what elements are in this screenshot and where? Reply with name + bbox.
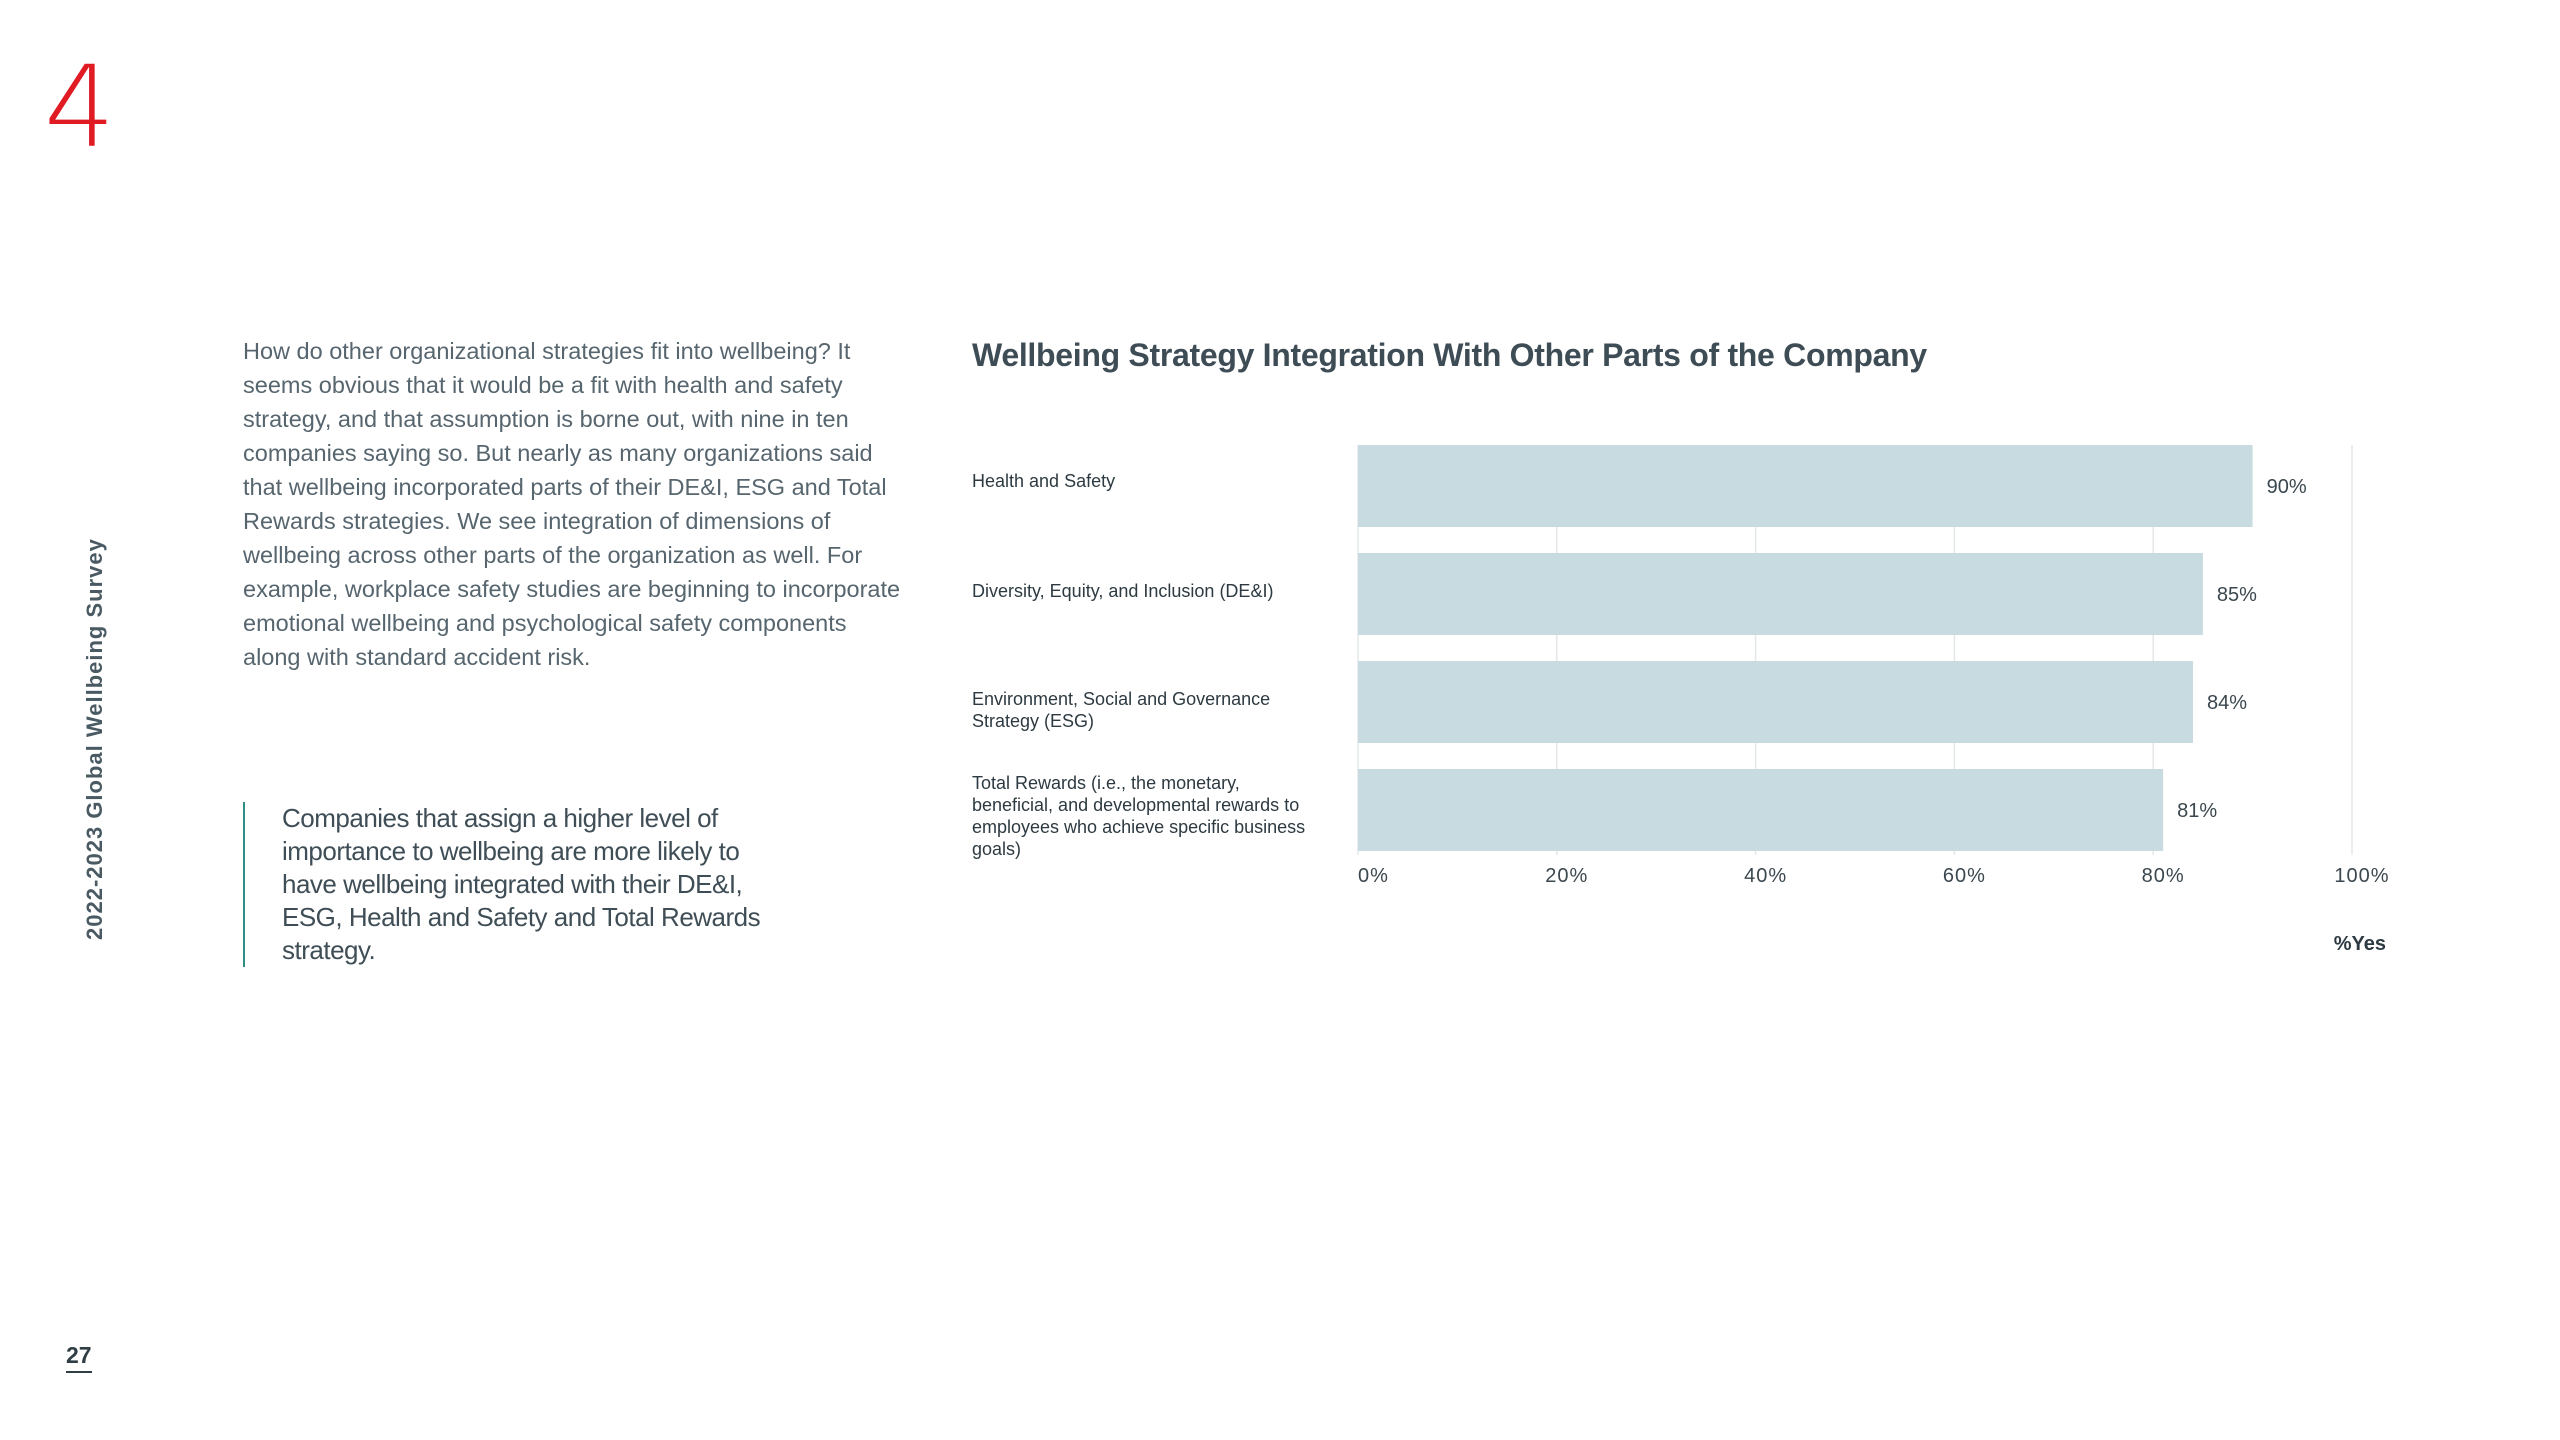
page-number[interactable]: 27	[66, 1342, 92, 1373]
callout-quote: Companies that assign a higher level of importance to wellbeing are more likely to have wellbeing integrated with their DE&I, ESG, Health and Safety and Total Rewards strategy.	[243, 802, 762, 967]
x-tick-label: 60%	[1942, 865, 1986, 887]
bar	[1358, 769, 2163, 851]
chart-title: Wellbeing Strategy Integration With Other Parts of the Company	[972, 337, 1927, 373]
bar-value-label: 84%	[2206, 692, 2247, 714]
x-tick-label: 0%	[1358, 865, 1389, 887]
x-tick-label: 40%	[1744, 865, 1788, 887]
intro-paragraph: How do other organizational strategies fit into wellbeing? It seems obvious that it would be a fit with health and safety strategy, and that assumption is borne out, with nine in ten companies saying so. But nearly as many organizations said that wellbeing incorporated parts of their DE&I, ESG and Total Rewards strategies. We see integration of dimensions of wellbeing across other parts of the organization as well. For example, workplace safety studies are beginning to incorporate emotional wellbeing and psychological safety components along with standard accident risk.	[243, 338, 901, 670]
category-label-dei: Diversity, Equity, and Inclusion (DE&I)	[972, 581, 1274, 601]
bar-value-label: 90%	[2266, 476, 2307, 498]
x-axis-label: %Yes	[2333, 933, 2386, 955]
bar	[1358, 553, 2203, 635]
x-tick-label: 80%	[2141, 865, 2185, 887]
bar	[1358, 661, 2193, 743]
section-number: 4	[44, 43, 116, 173]
bar	[1358, 445, 2253, 527]
x-tick-label: 100%	[2334, 865, 2390, 887]
bar-value-label: 81%	[2177, 800, 2218, 822]
category-label-health-safety: Health and Safety	[972, 471, 1116, 491]
category-label-total-rewards: Total Rewards (i.e., the monetary, beneficial, and developmental rewards to employees who achieve specific business goals)	[972, 773, 1306, 859]
x-tick-label: 20%	[1545, 865, 1589, 887]
report-side-title: 2022-2023 Global Wellbeing Survey	[82, 538, 107, 940]
category-label-esg: Environment, Social and Governance Strategy (ESG)	[972, 689, 1271, 731]
bar-value-label: 85%	[2216, 584, 2257, 606]
